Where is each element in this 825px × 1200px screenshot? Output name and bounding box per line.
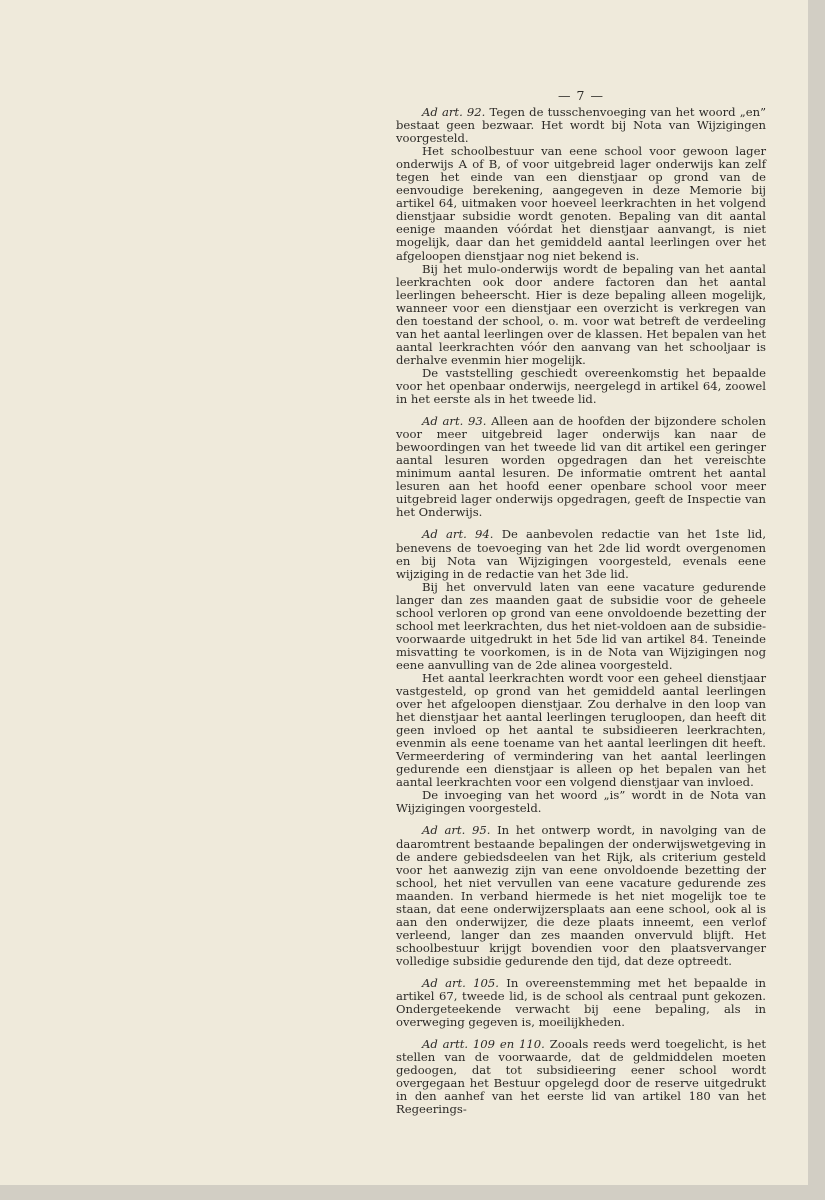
article-reference: Ad artt. 109 en 110. bbox=[422, 1037, 545, 1052]
section-art-94 bbox=[396, 528, 766, 815]
paragraph-text: In het ontwerp wordt, in navolging van de daaromtrent bestaande bepalingen der onderwijswetgeving in de andere gebiedsdeelen van het Rijk, als criterium gesteld voor het aanwezig zijn van eene onvoldoende bezetting der school, het niet vervullen van eene vacature gedurende zes maanden. In verband hiermede is het niet mogelijk toe te staan, dat eene onderwijzersplaats aan eene school, ook al is aan den onderwijzer, die deze plaats inneemt, een verlof verleend, langer dan zes maanden onvervuld blijft. Het schoolbestuur krijgt bovendien voor den plaatsvervanger volledige subsidie gedurende den tijd, dat deze optreedt. bbox=[396, 823, 767, 968]
page-edge-right bbox=[808, 0, 825, 1200]
paragraph: Bij het mulo-onderwijs wordt de bepaling van het aantal leerkrachten ook door andere factoren dan het aantal leerlingen beheerscht. Hier is deze bepaling alleen mogelijk, wanneer voor een dienstjaar een overzicht is verkregen van den toestand der school, o. m. voor wat betreft de verdeeling van het aantal leerlingen over de klassen. Het bepalen van het aantal leerkrachten vóór den aanvang van het schooljaar is derhalve evenmin hier mogelijk. bbox=[396, 261, 766, 367]
paragraph: Het aantal leerkrachten wordt voor een geheel dienstjaar vastgesteld, op grond van het gemiddeld aantal leerlingen over het afgeloopen dienstjaar. Zou derhalve in den loop van het dienstjaar het aantal leerlingen terugloopen, dan heeft dit geen invloed op het aantal te subsidieeren leerkrachten, evenmin als eene toename van het aantal leerlingen dit heeft. Vermeerdering of vermindering van het aantal leerlingen gedurende een dienstjaar is alleen op het bepalen van het aantal leerkrachten voor een volgend dienstjaar van invloed. bbox=[396, 670, 766, 790]
article-reference: Ad art. 92. bbox=[422, 105, 486, 119]
paragraph: De invoeging van het woord „is” wordt in de Nota van Wijzigingen voorgesteld. bbox=[396, 788, 766, 816]
page-number: — 7 — bbox=[558, 88, 604, 103]
section-art-92 bbox=[396, 106, 766, 406]
paragraph: Het schoolbestuur van eene school voor gewoon lager onderwijs A of B, of voor uitgebreid lager onderwijs kan zelf tegen het einde van een dienstjaar op grond van de eenvoudige berekening, aangegeven in deze Memorie bij artikel 64, uitmaken voor hoeveel leerkrachten in het volgend dienstjaar subsidie wordt genoten. Bepaling van dit aantal eenige maanden vóórdat het dienstjaar aanvangt, is niet mogelijk, daar dan het gemiddeld aantal leerlingen over het afgeloopen dienstjaar nog niet bekend is. bbox=[396, 144, 766, 263]
paragraph-text: In overeenstemming met het bepaalde in artikel 67, tweede lid, is de school als centraal punt gekozen. Ondergeteekende verwacht bij eene bepaling, als in overweging gegeven is, moeilijkheden. bbox=[396, 976, 766, 1030]
section-art-105 bbox=[396, 977, 766, 1029]
article-reference: Ad art. 93. bbox=[422, 414, 487, 429]
section-art-109-110 bbox=[396, 1038, 766, 1116]
paragraph-text: Zooals reeds werd toegelicht, is het stellen van de voorwaarde, dat de geldmiddelen moeten gedoogen, dat tot subsidieering eener school wordt overgegaan het Bestuur opgelegd door de reserve uitgedrukt in den aanhef van het eerste lid van artikel 180 van het Regeerings- bbox=[396, 1037, 767, 1117]
article-reference: Ad art. 95. bbox=[422, 823, 491, 838]
article-reference: Ad art. 94. bbox=[422, 527, 494, 542]
text-column bbox=[396, 88, 766, 1125]
paragraph-text: Alleen aan de hoofden der bijzondere scholen voor meer uitgebreid lager onderwijs kan naar de bewoordingen van het tweede lid van dit artikel een geringer aantal lesuren worden opgedragen dan het vereischte minimum aantal lesuren. De informatie omtrent het aantal lesuren aan het hoofd eener openbare school voor meer uitgebreid lager onderwijs opgedragen, geeft de Inspectie van het Onderwijs. bbox=[396, 414, 767, 520]
paragraph-text: De aanbevolen redactie van het 1ste lid, benevens de toevoeging van het 2de lid wordt overgenomen en bij Nota van Wijzigingen voorgesteld, evenals eene wijziging in de redactie van het 3de lid. bbox=[396, 527, 767, 581]
paragraph: Bij het onvervuld laten van eene vacature gedurende langer dan zes maanden gaat de subsidie voor de geheele school verloren op grond van eene onvoldoende bezetting der school met leerkrachten, dus het niet-voldoen aan de subsidie-voorwaarde uitgedrukt in het 5de lid van artikel 84. Teneinde misvatting te voorkomen, is in de Nota van Wijzigingen nog eene aanvulling van de 2de alinea voorgesteld. bbox=[396, 579, 766, 672]
paragraph bbox=[396, 1038, 766, 1116]
paragraph-text: Tegen de tusschenvoeging van het woord „en” bestaat geen bezwaar. Het wordt bij Nota van Wijzigingen voorgesteld. bbox=[396, 105, 767, 146]
section-art-95 bbox=[396, 824, 766, 968]
paragraph: De vaststelling geschiedt overeenkomstig het bepaalde voor het openbaar onderwijs, neergelegd in artikel 64, zoowel in het eerste als in het tweede lid. bbox=[396, 365, 766, 407]
article-reference: Ad art. 105. bbox=[422, 976, 499, 990]
page-edge-bottom bbox=[0, 1185, 825, 1200]
paragraph bbox=[396, 528, 766, 580]
paragraph bbox=[396, 415, 766, 519]
paragraph bbox=[396, 977, 766, 1029]
paragraph bbox=[396, 824, 766, 968]
paragraph bbox=[396, 106, 766, 145]
section-art-93 bbox=[396, 415, 766, 519]
